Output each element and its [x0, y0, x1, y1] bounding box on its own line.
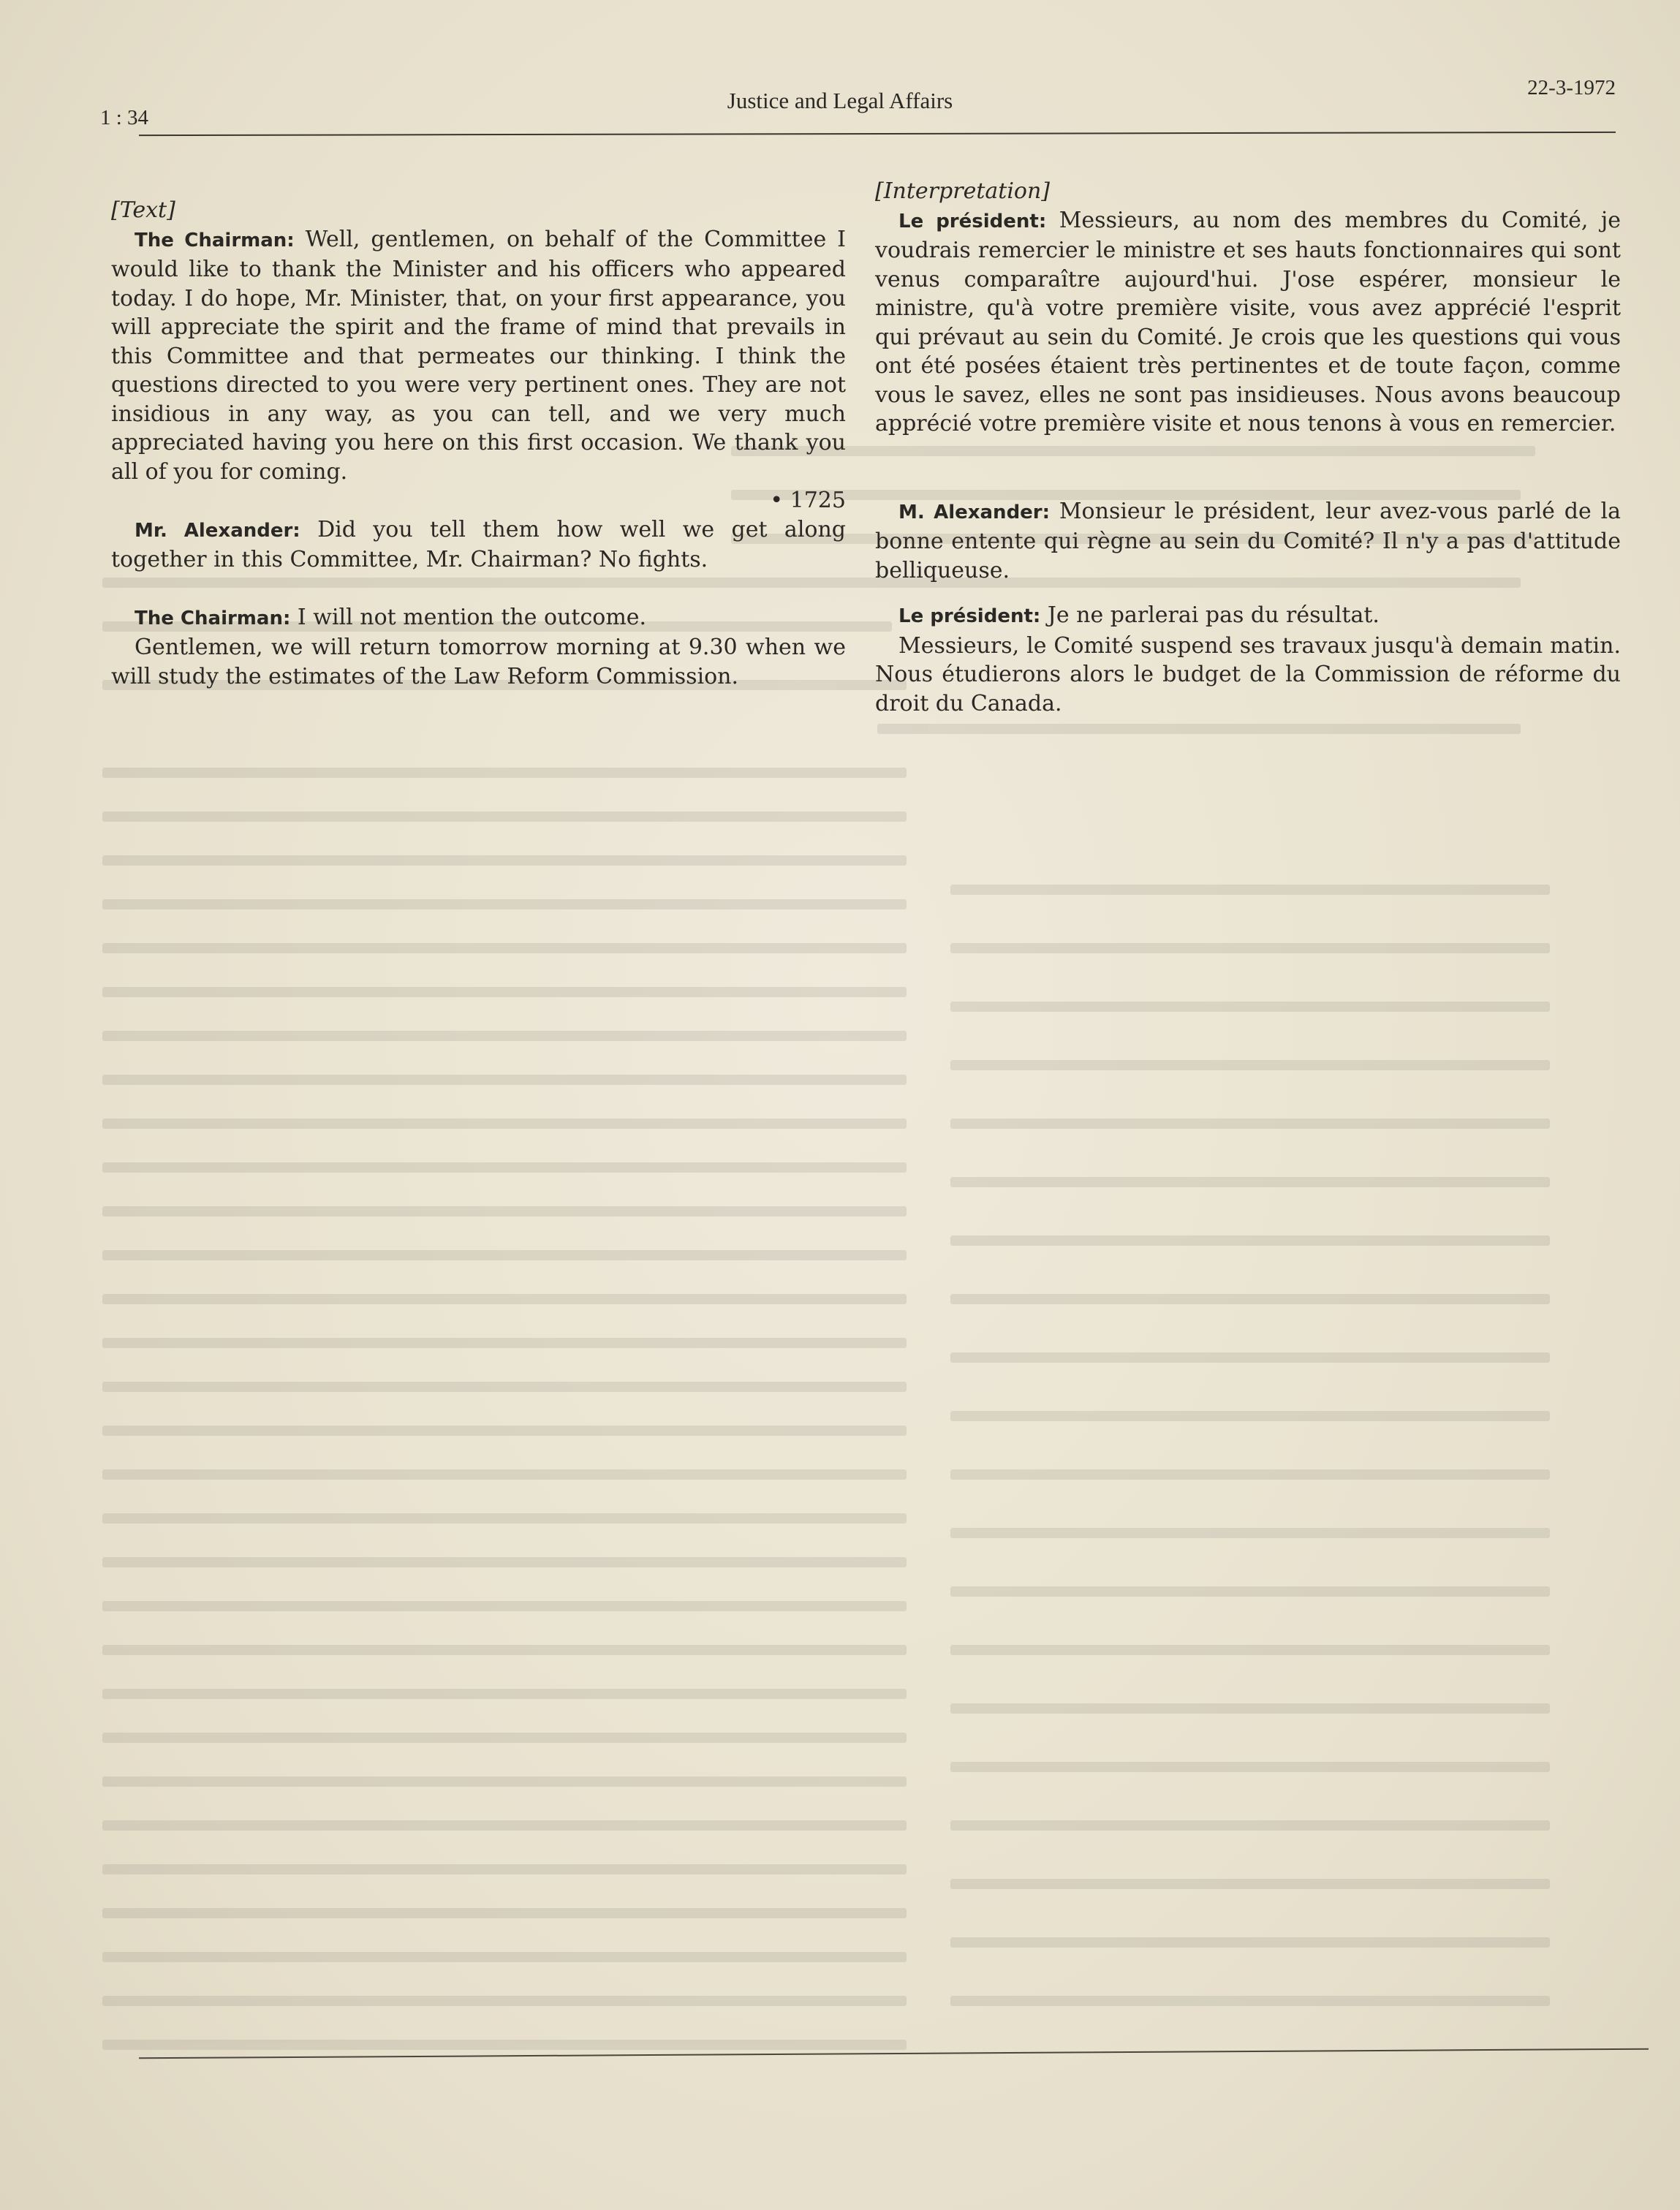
page-date: 22-3-1972 [1527, 76, 1616, 99]
speech-text: Monsieur le président, leur avez-vous parlé de la bonne entente qui règne au sein du Comité? Il n'y a pas d'attitude belliqueuse. [875, 498, 1621, 583]
paragraph-alexander-fr [875, 497, 1621, 586]
paragraph-alexander [111, 515, 846, 575]
paragraph-president-resultat [875, 601, 1621, 632]
speaker-label: The Chairman: [135, 229, 295, 251]
english-column [111, 196, 846, 691]
speaker-label: The Chairman: [135, 607, 291, 629]
speaker-label: Le président: [898, 605, 1041, 627]
paragraph-chairman-outcome [111, 603, 846, 634]
paragraph-president-remerciements [875, 206, 1621, 439]
paragraph-chairman-thanks [111, 225, 846, 487]
speech-text: Did you tell them how well we get along together in this Committee, Mr. Chairman? No fights. [111, 516, 846, 572]
paragraph-adjournment: Gentlemen, we will return tomorrow morning at 9.30 when we will study the estimates of the Law Reform Commission. [111, 635, 846, 689]
header-rule [139, 132, 1616, 136]
paragraph-suspension: Messieurs, le Comité suspend ses travaux jusqu'à demain matin. Nous étudierons alors le budget de la Commission de réforme du droit du Canada. [875, 632, 1621, 716]
speech-text: I will not mention the outcome. [290, 604, 647, 630]
speech-text: Messieurs, au nom des membres du Comité, je voudrais remercier le ministre et ses hauts fonctionnaires qui sont venus comparaître aujourd'hui. J'ose espérer, monsieur le ministre, qu'à votre première visite, vous avez apprécié l'esprit qui prévaut au sein du Comité. Je crois que les questions qui vous ont été posées étaient très pertinentes et de toute façon, comme vous le savez, elles ne sont pas insidieuses. Nous avons beaucoup apprécié votre première visite et nous tenons à vous en remercier. [875, 207, 1621, 436]
running-title: Justice and Legal Affairs [727, 88, 953, 113]
speaker-label: Le président: [898, 210, 1047, 232]
speech-text: Well, gentlemen, on behalf of the Committee I would like to thank the Minister and his officers who appeared today. I do hope, Mr. Minister, that, on your first appearance, you will appreciate the spirit and the frame of mind that prevails in this Committee and that permeates our thinking. I think the questions directed to you were very pertinent ones. They are not insidious in any way, as you can tell, and we very much appreciated having you here on this first occasion. We thank you all of you for coming. [111, 226, 846, 485]
page-number: 1 : 34 [100, 106, 149, 129]
time-marker: • 1725 [770, 488, 846, 513]
speaker-label: Mr. Alexander: [135, 519, 300, 542]
french-column [875, 177, 1621, 718]
speech-text: Je ne parlerai pas du résultat. [1040, 602, 1380, 628]
language-tag: [Text] [111, 197, 175, 223]
speaker-label: M. Alexander: [898, 501, 1051, 523]
language-tag: [Interpretation] [875, 178, 1051, 204]
